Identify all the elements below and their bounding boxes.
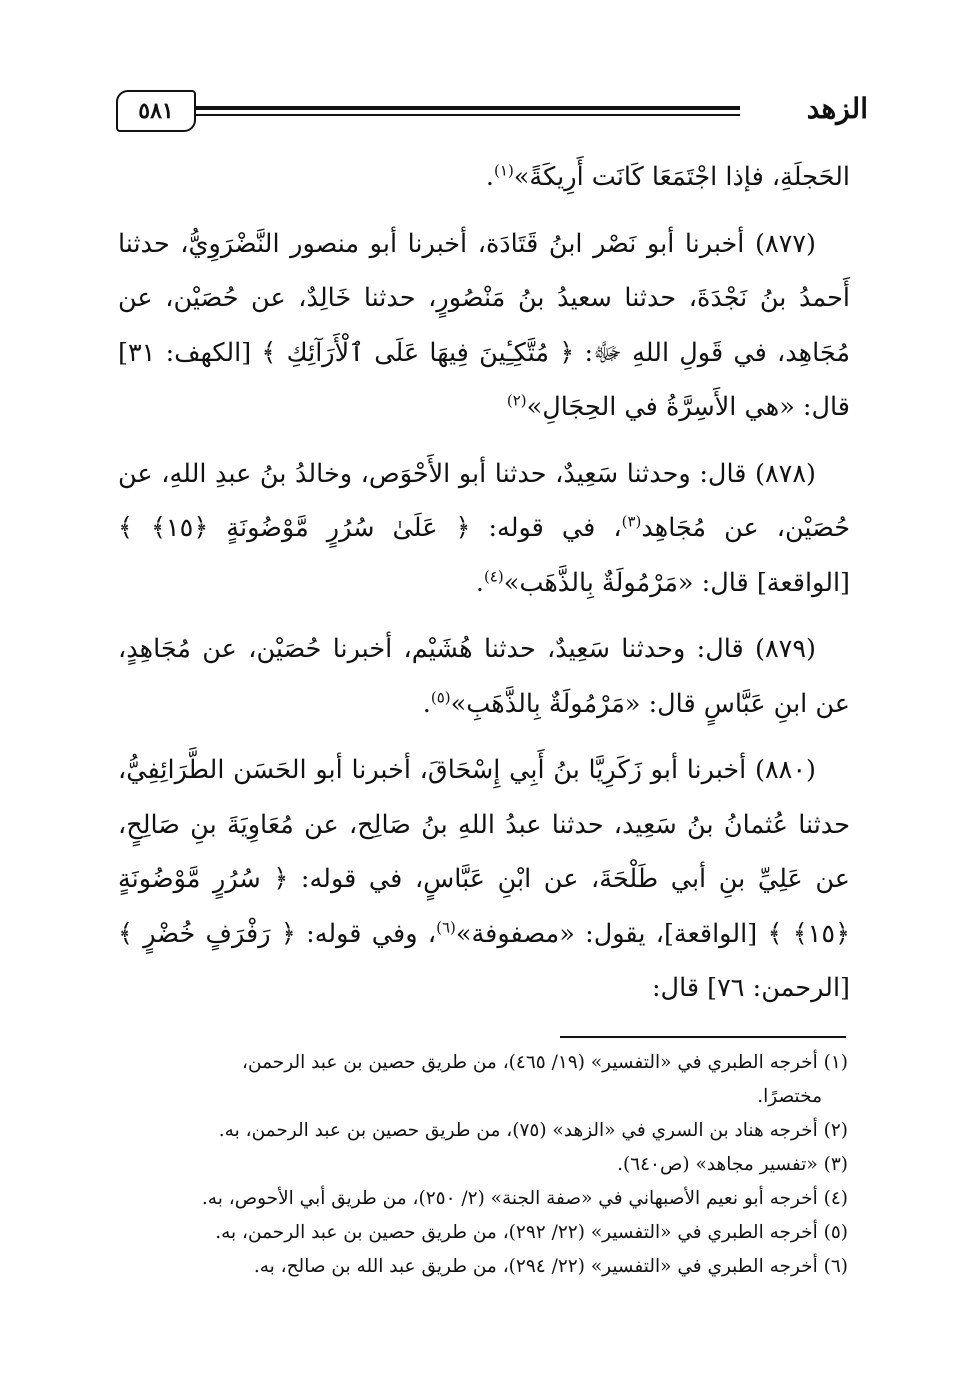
hadith-879 — [118, 622, 850, 731]
footnote-ref: (٦) — [436, 918, 456, 936]
footnote-4: (٤) أخرجه أبو نعيم الأصبهاني في «صفة الجنة» (٢/ ٢٥٠)، من طريق أبي الأحوص، به. — [201, 1188, 848, 1209]
footnote-6: (٦) أخرجه الطبري في «التفسير» (٢٢/ ٢٩٤)، من طريق عبد الله بن صالح، به. — [253, 1256, 848, 1277]
punctuation: . — [422, 688, 431, 719]
punctuation: . — [485, 162, 495, 192]
page-number-box — [116, 90, 196, 132]
paragraph-text: (٨٧٧) أخبرنا أبو نَصْر ابنُ قَتَادَة، أخبرنا أبو منصور النَّضْرَوِيُّ، حدثنا أَحمدُ بنُ نَجْدَةَ، حدثنا سعيدُ بنُ مَنْصُورٍ، حدثنا خَالِدٌ، عن حُصَيْن، عن مُجَاهِد، في قَولِ اللهِ ﷻ: ﴿ مُتَّكِـِٔينَ فِيهَا عَلَى ٱلْأَرَآئِكِ ﴾ [الكهف: ٣١] قال: «هي الأَسِرَّةُ في الحِجَالِ» — [118, 228, 850, 422]
hadith-880 — [118, 743, 850, 1016]
header-rule — [196, 106, 740, 110]
page-header — [108, 84, 868, 140]
footnotes — [108, 1046, 848, 1284]
footnote-ref: (٤) — [483, 567, 504, 585]
paragraph-text: (٨٧٩) قال: وحدثنا سَعِيدٌ، حدثنا هُشَيْم، أخبرنا حُصَيْن، عن مُجَاهِدٍ، عن ابنِ عَبَّاسٍ قال: «مَرْمُولَةٌ بِالذَّهَبِ» — [118, 634, 850, 719]
body-text — [118, 150, 850, 1016]
footnote-ref: (٢) — [506, 391, 527, 410]
paragraph-continuation — [118, 150, 850, 205]
paragraph-text: الحَجلَةِ، فإذا اجْتَمَعَا كَانَت أَرِيكَةً» — [513, 162, 850, 192]
footnote-divider — [560, 1036, 846, 1038]
paragraph-text: (٨٧٨) قال: وحدثنا سَعِيدٌ، حدثنا أبو الأَحْوَص، وخالدُ بنُ عبدِ اللهِ، عن حُصَيْن، عن مُجَاهِد — [118, 458, 850, 543]
footnote-ref: (١) — [494, 161, 514, 180]
paragraph-text: ، في قوله: ﴿ عَلَىٰ سُرُرٍ مَّوْضُونَةٍ ﴿١٥﴾ ﴾ [الواقعة] قال: «مَرْمُولَةٌ بِالذَّهَب» — [118, 513, 850, 598]
footnote-5: (٥) أخرجه الطبري في «التفسير» (٢٢/ ٢٩٢)، من طريق حصين بن عبد الرحمن، به. — [215, 1222, 848, 1243]
paragraph-text: ، وفي قوله: ﴿ رَفْرَفٍ خُضْرٍ ﴾ [الرحمن: ٧٦] قال: — [118, 918, 850, 1003]
hadith-877 — [118, 217, 850, 435]
footnote-2: (٢) أخرجه هناد بن السري في «الزهد» (٧٥)، من طريق حصين بن عبد الرحمن، به. — [218, 1120, 848, 1141]
page-number: ٥٨١ — [138, 98, 174, 124]
footnote-1: (١) أخرجه الطبري في «التفسير» (١٩/ ٤٦٥)، من طريق حصين بن عبد الرحمن، — [242, 1052, 848, 1073]
header-rule-thin — [196, 114, 740, 116]
footnote-3: (٣) «تفسير مجاهد» (ص٦٤٠). — [617, 1154, 848, 1175]
footnote-ref: (٣) — [621, 512, 642, 531]
hadith-878 — [118, 447, 850, 611]
paragraph-text: (٨٨٠) أخبرنا أبو زَكَرِيَّا بنُ أَبِي إِسْحَاقَ، أخبرنا أبو الحَسَن الطَّرَائِفِيُّ، حدثنا عُثمانُ بنُ سَعِيد، حدثنا عبدُ اللهِ بنُ صَالِح، عن مُعَاوِيَةَ بنِ صَالِحٍ، عن عَلِيِّ بنِ أبي طَلْحَةَ، عن ابْنِ عَبَّاسٍ، في قوله: ﴿ سُرُرٍ مَّوْضُونَةٍ ﴿١٥﴾ ﴾ [الواقعة]، يقول: «مصفوفة» — [118, 755, 851, 949]
footnote-1-continuation: مختصرًا. — [757, 1086, 822, 1107]
footnote-ref: (٥) — [430, 688, 451, 706]
punctuation: . — [475, 567, 484, 598]
header-book-title: الزهد — [806, 92, 868, 125]
